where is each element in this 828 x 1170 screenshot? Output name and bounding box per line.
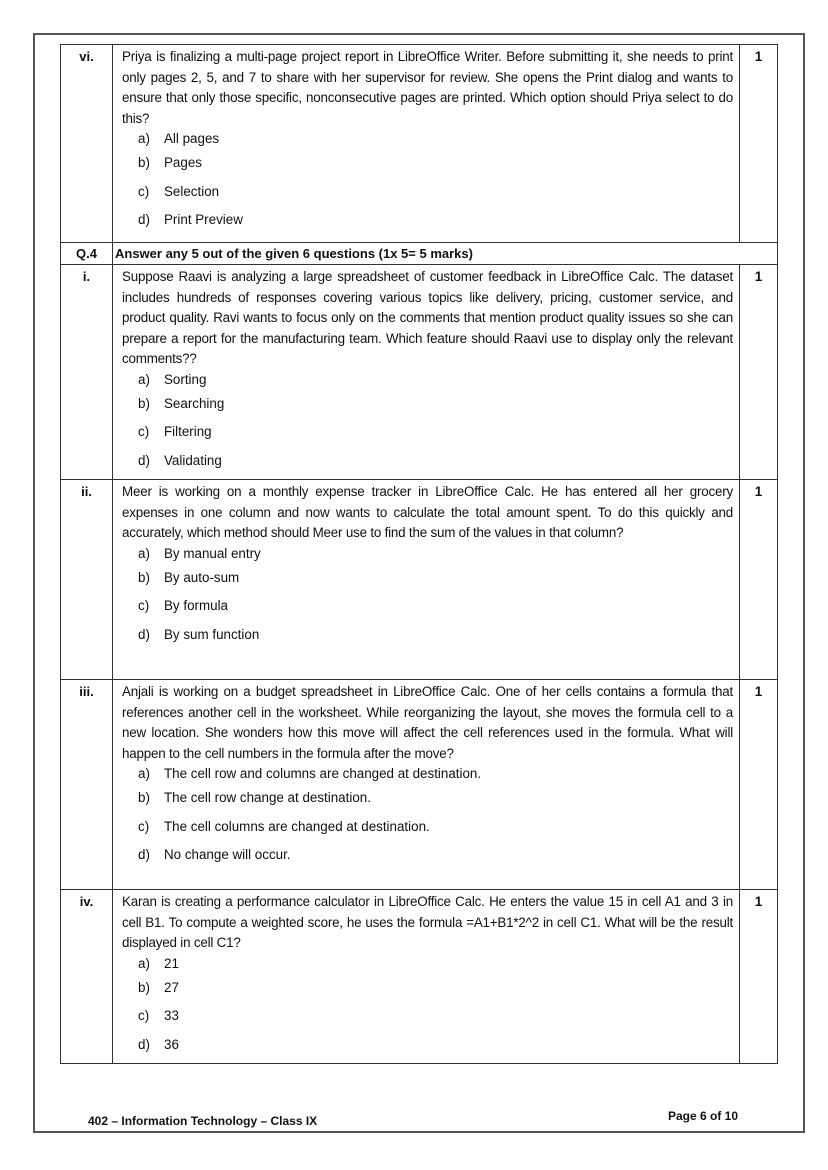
option (122, 978, 733, 1007)
option-text: No change will occur. (164, 847, 291, 862)
option-text: Pages (164, 155, 202, 170)
option-letter: d) (138, 626, 150, 642)
option-letter: b) (138, 155, 150, 170)
option-letter: c) (138, 1008, 150, 1023)
question-stem: Karan is creating a performance calculator in LibreOffice Calc. He enters the value 15 in cell A1 and 3 in cell B1. To compute a weighted score, he uses the formula =A1+B1*2^2 in cell C1. What will be the result displayed in cell C1? (122, 894, 733, 950)
option-text: Filtering (164, 424, 212, 439)
option-text: Print Preview (164, 212, 243, 227)
option (122, 845, 733, 874)
question-row (61, 45, 778, 243)
option (122, 129, 733, 153)
question-row (61, 265, 778, 480)
option-text: The cell row and columns are changed at destination. (164, 766, 482, 781)
question-stem: Suppose Raavi is analyzing a large spreadsheet of customer feedback in LibreOffice Calc. The dataset includes hundreds of responses covering various topics like delivery, pricing, customer service, and product quality. Ravi wants to focus only on the comments that mention product quality issues so she can prepare a report for the manufacturing team. Which feature should Raavi use to display only the relevant comments?? (122, 269, 733, 366)
question-row (61, 890, 778, 1064)
option-letter: c) (138, 598, 150, 613)
option-letter: a) (138, 766, 150, 781)
option-text: Sorting (164, 371, 207, 387)
option-letter: b) (138, 790, 150, 805)
option (122, 451, 733, 480)
option (122, 394, 733, 423)
option-text: 36 (164, 1036, 179, 1052)
option-text: Validating (164, 452, 222, 468)
option (122, 210, 733, 239)
option (122, 1006, 733, 1035)
option (122, 954, 733, 978)
footer-subject: 402 – Information Technology – Class IX (88, 1114, 318, 1128)
question-stem: Meer is working on a monthly expense tracker in LibreOffice Calc. He has entered all her grocery expenses in one column and now wants to calculate the total amount spent. To do this quickly and accurately, which method should Meer use to find the sum of the values in that column? (122, 484, 733, 540)
option-letter: d) (138, 847, 150, 862)
option-letter: c) (138, 818, 150, 834)
option-letter: b) (138, 395, 150, 411)
option (122, 544, 733, 568)
question-body (113, 265, 740, 480)
question-number: iv. (61, 890, 113, 1064)
option (122, 568, 733, 597)
page-number: Page 6 of 10 (668, 1109, 739, 1123)
option-text: The cell row change at destination. (164, 790, 371, 805)
option-text: By sum function (164, 626, 260, 642)
question-table (60, 44, 778, 1064)
question-body (113, 45, 740, 243)
option-letter: d) (138, 452, 150, 468)
option-text: Selection (164, 183, 220, 199)
option (122, 182, 733, 211)
marks: 1 (740, 890, 778, 1064)
option-letter: b) (138, 979, 150, 995)
options-list (122, 544, 733, 654)
option-letter: c) (138, 424, 150, 439)
option (122, 817, 733, 846)
option-text: 33 (164, 1008, 179, 1023)
option-text: Searching (164, 395, 225, 411)
question-body (113, 890, 740, 1064)
section-number: Q.4 (61, 243, 113, 265)
option (122, 596, 733, 625)
question-number: ii. (61, 480, 113, 680)
option-text: By auto-sum (164, 569, 240, 585)
option-text: By formula (164, 598, 228, 613)
question-stem: Priya is finalizing a multi-page project report in LibreOffice Writer. Before submitting it, she needs to print only pages 2, 5, and 7 to share with her supervisor for review. She opens the Print dialog and wants to ensure that only those specific, nonconsecutive pages are printed. Which option should Priya select to do this? (122, 49, 733, 126)
option-text: By manual entry (164, 545, 261, 561)
option (122, 422, 733, 451)
question-body (113, 680, 740, 890)
marks: 1 (740, 45, 778, 243)
option-letter: d) (138, 1036, 150, 1052)
option (122, 764, 733, 788)
option-letter: c) (138, 183, 150, 199)
option-letter: b) (138, 569, 150, 585)
options-list (122, 370, 733, 480)
options-list (122, 764, 733, 874)
question-row (61, 480, 778, 680)
marks: 1 (740, 680, 778, 890)
question-number: vi. (61, 45, 113, 243)
options-list (122, 954, 733, 1064)
question-number: iii. (61, 680, 113, 890)
option-letter: a) (138, 371, 150, 387)
option (122, 625, 733, 654)
option (122, 370, 733, 394)
option-letter: d) (138, 212, 150, 227)
option-letter: a) (138, 955, 150, 971)
section-title: Answer any 5 out of the given 6 questions (1x 5= 5 marks) (113, 243, 778, 265)
option-text: All pages (164, 131, 220, 146)
option-text: 27 (164, 979, 179, 995)
option (122, 788, 733, 817)
marks: 1 (740, 480, 778, 680)
question-body (113, 480, 740, 680)
option-text: 21 (164, 955, 179, 971)
marks: 1 (740, 265, 778, 480)
option-letter: a) (138, 131, 150, 146)
section-header (61, 243, 778, 265)
option (122, 153, 733, 182)
question-number: i. (61, 265, 113, 480)
option-letter: a) (138, 545, 150, 561)
option (122, 1035, 733, 1064)
question-row (61, 680, 778, 890)
question-stem: Anjali is working on a budget spreadsheet in LibreOffice Calc. One of her cells contains a formula that references another cell in the worksheet. While reorganizing the layout, she moves the formula cell to a new location. She wonders how this move will affect the cell references used in the formula. What will happen to the cell numbers in the formula after the move? (122, 684, 733, 761)
options-list (122, 129, 733, 239)
option-text: The cell columns are changed at destination. (164, 818, 430, 834)
